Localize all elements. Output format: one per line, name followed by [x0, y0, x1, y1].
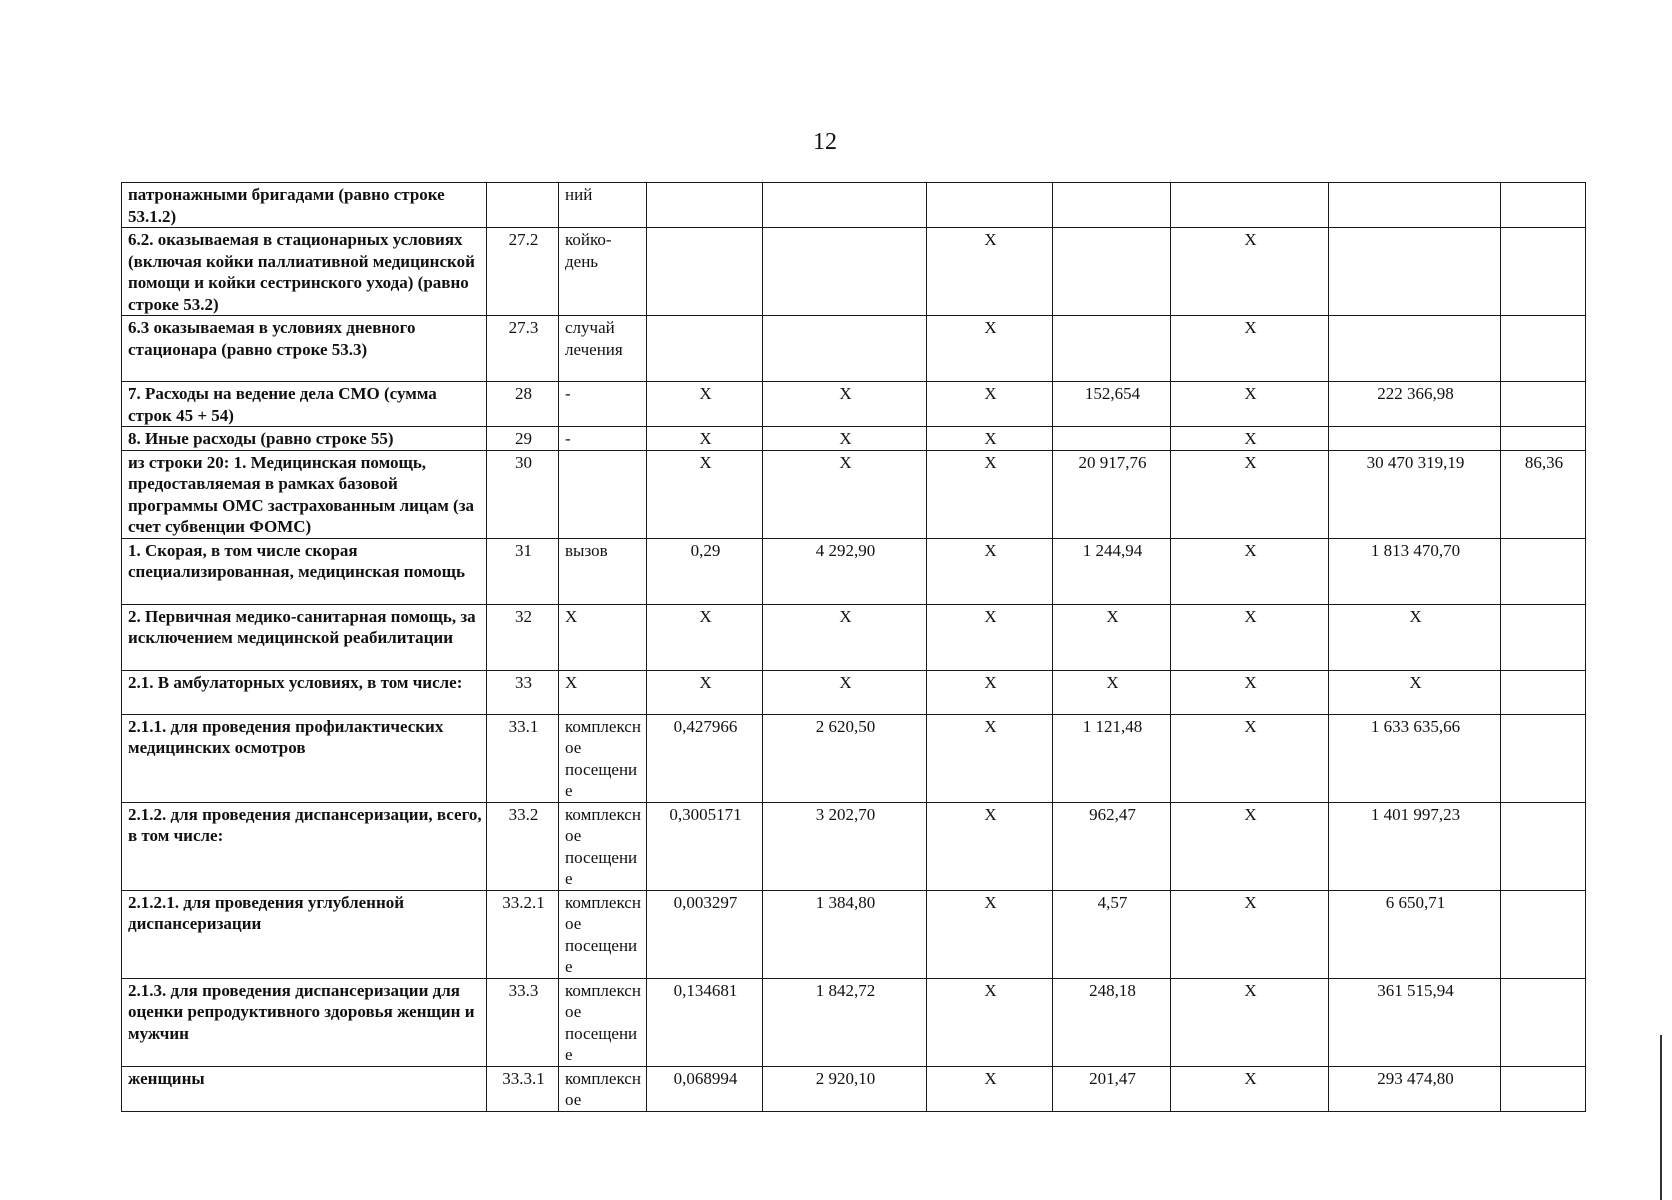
table-row — [122, 714, 1586, 802]
cell-c6: X — [927, 382, 1053, 427]
cell-c8: X — [1171, 316, 1329, 382]
cell-c7: X — [1053, 670, 1171, 714]
table-row — [122, 228, 1586, 316]
cell-c9 — [1329, 228, 1501, 316]
cell-code: 33.3.1 — [487, 1066, 559, 1111]
cell-c4: X — [647, 382, 763, 427]
cell-c8: X — [1171, 538, 1329, 604]
cell-c6: X — [927, 1066, 1053, 1111]
cell-code: 29 — [487, 427, 559, 451]
data-table — [121, 182, 1586, 1112]
cell-code: 30 — [487, 450, 559, 538]
cell-c5: X — [763, 382, 927, 427]
cell-c9: 293 474,80 — [1329, 1066, 1501, 1111]
cell-c4: 0,134681 — [647, 978, 763, 1066]
cell-name: 2.1.2.1. для проведения углубленной диспансеризации — [122, 890, 487, 978]
cell-c6: X — [927, 604, 1053, 670]
cell-name: из строки 20: 1. Медицинская помощь, предоставляемая в рамках базовой программы ОМС застрахованным лицам (за счет субвенции ФОМС) — [122, 450, 487, 538]
cell-name: женщины — [122, 1066, 487, 1111]
cell-c5: X — [763, 604, 927, 670]
cell-name: 1. Скорая, в том числе скорая специализированная, медицинская помощь — [122, 538, 487, 604]
cell-c10 — [1501, 228, 1586, 316]
cell-c4: 0,427966 — [647, 714, 763, 802]
cell-name: 2. Первичная медико-санитарная помощь, за исключением медицинской реабилитации — [122, 604, 487, 670]
cell-c8: X — [1171, 1066, 1329, 1111]
cell-c8: X — [1171, 890, 1329, 978]
cell-c6: X — [927, 978, 1053, 1066]
cell-c7 — [1053, 228, 1171, 316]
cell-name: 2.1. В амбулаторных условиях, в том числе: — [122, 670, 487, 714]
cell-c6: X — [927, 450, 1053, 538]
cell-c7: 1 244,94 — [1053, 538, 1171, 604]
cell-code: 27.3 — [487, 316, 559, 382]
cell-c7: 20 917,76 — [1053, 450, 1171, 538]
cell-code: 33.3 — [487, 978, 559, 1066]
page-number: 12 — [813, 129, 837, 155]
cell-c8: X — [1171, 450, 1329, 538]
table-row — [122, 1066, 1586, 1111]
cell-unit: комплексное — [559, 1066, 647, 1111]
cell-c9: 1 813 470,70 — [1329, 538, 1501, 604]
cell-code: 33 — [487, 670, 559, 714]
cell-c10 — [1501, 316, 1586, 382]
cell-c4 — [647, 316, 763, 382]
cell-unit: комплексное посещение — [559, 890, 647, 978]
table-body — [122, 183, 1586, 1112]
cell-c5: X — [763, 450, 927, 538]
table-row — [122, 382, 1586, 427]
table-row — [122, 316, 1586, 382]
cell-c6: X — [927, 316, 1053, 382]
cell-c10 — [1501, 538, 1586, 604]
cell-unit: X — [559, 604, 647, 670]
table-row — [122, 670, 1586, 714]
cell-c4: X — [647, 450, 763, 538]
cell-c10 — [1501, 427, 1586, 451]
cell-c6: X — [927, 538, 1053, 604]
cell-c4: 0,068994 — [647, 1066, 763, 1111]
cell-c8: X — [1171, 714, 1329, 802]
cell-c7 — [1053, 427, 1171, 451]
cell-name: патронажными бригадами (равно строке 53.1.2) — [122, 183, 487, 228]
scan-edge-mark — [1660, 1035, 1662, 1200]
cell-c5: 1 842,72 — [763, 978, 927, 1066]
cell-c10 — [1501, 978, 1586, 1066]
cell-c7 — [1053, 183, 1171, 228]
cell-c9: X — [1329, 670, 1501, 714]
cell-c5: 2 920,10 — [763, 1066, 927, 1111]
cell-code: 32 — [487, 604, 559, 670]
cell-name: 6.2. оказываемая в стационарных условиях (включая койки паллиативной медицинской помощи и койки сестринского ухода) (равно строке 53.2) — [122, 228, 487, 316]
cell-c4: 0,29 — [647, 538, 763, 604]
table-row — [122, 538, 1586, 604]
cell-c8: X — [1171, 802, 1329, 890]
cell-c6: X — [927, 714, 1053, 802]
cell-c5 — [763, 183, 927, 228]
cell-c10 — [1501, 670, 1586, 714]
table-row — [122, 890, 1586, 978]
cell-c7: 248,18 — [1053, 978, 1171, 1066]
cell-c6: X — [927, 802, 1053, 890]
cell-c9 — [1329, 427, 1501, 451]
cell-c7: 201,47 — [1053, 1066, 1171, 1111]
cell-c4: X — [647, 604, 763, 670]
cell-code: 33.2.1 — [487, 890, 559, 978]
cell-c5: X — [763, 670, 927, 714]
cell-c8 — [1171, 183, 1329, 228]
cell-unit: вызов — [559, 538, 647, 604]
cell-code — [487, 183, 559, 228]
cell-code: 31 — [487, 538, 559, 604]
cell-name: 2.1.2. для проведения диспансеризации, всего, в том числе: — [122, 802, 487, 890]
cell-c8: X — [1171, 670, 1329, 714]
table-row — [122, 604, 1586, 670]
cell-c10 — [1501, 890, 1586, 978]
cell-unit: случай лечения — [559, 316, 647, 382]
cell-name: 8. Иные расходы (равно строке 55) — [122, 427, 487, 451]
table-row — [122, 978, 1586, 1066]
cell-c7 — [1053, 316, 1171, 382]
table-row — [122, 427, 1586, 451]
cell-c4: X — [647, 670, 763, 714]
table-row — [122, 802, 1586, 890]
cell-c4: X — [647, 427, 763, 451]
cell-c8: X — [1171, 382, 1329, 427]
cell-c6: X — [927, 427, 1053, 451]
cell-c4 — [647, 228, 763, 316]
cell-unit: ний — [559, 183, 647, 228]
cell-c4 — [647, 183, 763, 228]
cell-c9: 1 633 635,66 — [1329, 714, 1501, 802]
cell-c10 — [1501, 183, 1586, 228]
cell-unit: комплексное посещение — [559, 978, 647, 1066]
cell-c5 — [763, 228, 927, 316]
cell-c4: 0,3005171 — [647, 802, 763, 890]
cell-c7: 1 121,48 — [1053, 714, 1171, 802]
cell-c9: 6 650,71 — [1329, 890, 1501, 978]
cell-c7: 4,57 — [1053, 890, 1171, 978]
cell-code: 33.2 — [487, 802, 559, 890]
cell-c10 — [1501, 1066, 1586, 1111]
cell-c9 — [1329, 316, 1501, 382]
cell-name: 7. Расходы на ведение дела СМО (сумма строк 45 + 54) — [122, 382, 487, 427]
cell-unit: - — [559, 382, 647, 427]
cell-unit: койко-день — [559, 228, 647, 316]
cell-c9 — [1329, 183, 1501, 228]
cell-c5: X — [763, 427, 927, 451]
cell-name: 2.1.1. для проведения профилактических медицинских осмотров — [122, 714, 487, 802]
cell-c7: 152,654 — [1053, 382, 1171, 427]
cell-c5: 4 292,90 — [763, 538, 927, 604]
cell-c10 — [1501, 714, 1586, 802]
cell-code: 28 — [487, 382, 559, 427]
cell-c5: 3 202,70 — [763, 802, 927, 890]
cell-c10 — [1501, 382, 1586, 427]
cell-c7: X — [1053, 604, 1171, 670]
cell-unit — [559, 450, 647, 538]
cell-c9: 1 401 997,23 — [1329, 802, 1501, 890]
cell-c5: 2 620,50 — [763, 714, 927, 802]
cell-c6: X — [927, 890, 1053, 978]
cell-name: 2.1.3. для проведения диспансеризации для оценки репродуктивного здоровья женщин и мужчин — [122, 978, 487, 1066]
cell-c9: 222 366,98 — [1329, 382, 1501, 427]
cell-unit: - — [559, 427, 647, 451]
cell-c8: X — [1171, 427, 1329, 451]
cell-name: 6.3 оказываемая в условиях дневного стационара (равно строке 53.3) — [122, 316, 487, 382]
cell-c10: 86,36 — [1501, 450, 1586, 538]
cell-unit: комплексное посещение — [559, 802, 647, 890]
cell-c9: X — [1329, 604, 1501, 670]
table-row — [122, 183, 1586, 228]
cell-c7: 962,47 — [1053, 802, 1171, 890]
cell-code: 33.1 — [487, 714, 559, 802]
cell-unit: X — [559, 670, 647, 714]
cell-c8: X — [1171, 604, 1329, 670]
table-row — [122, 450, 1586, 538]
cell-c6: X — [927, 670, 1053, 714]
cell-c5: 1 384,80 — [763, 890, 927, 978]
cell-c8: X — [1171, 228, 1329, 316]
cell-c6 — [927, 183, 1053, 228]
cell-c9: 30 470 319,19 — [1329, 450, 1501, 538]
cell-c8: X — [1171, 978, 1329, 1066]
cell-c10 — [1501, 604, 1586, 670]
cell-unit: комплексное посещение — [559, 714, 647, 802]
cell-c10 — [1501, 802, 1586, 890]
cell-c5 — [763, 316, 927, 382]
cell-c9: 361 515,94 — [1329, 978, 1501, 1066]
cell-code: 27.2 — [487, 228, 559, 316]
cell-c4: 0,003297 — [647, 890, 763, 978]
cell-c6: X — [927, 228, 1053, 316]
